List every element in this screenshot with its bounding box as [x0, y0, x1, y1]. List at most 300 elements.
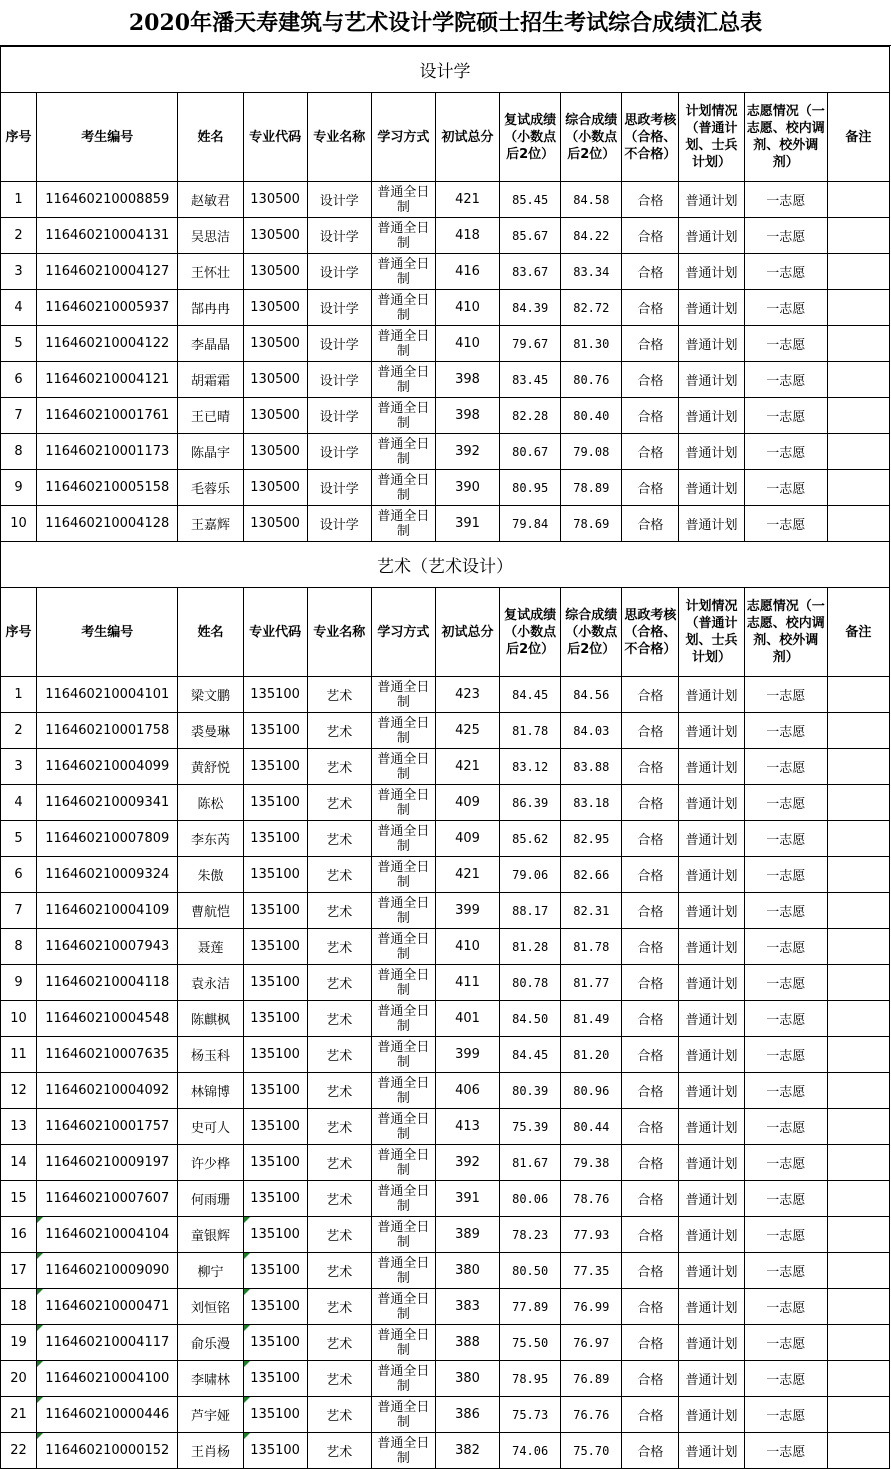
table-row: [1, 1181, 890, 1217]
column-header-retest: 复试成绩（小数点后2位）: [500, 93, 561, 182]
cell-remark: [827, 290, 889, 326]
cell-exam-id: 116460210005158: [37, 470, 178, 506]
cell-preference: 一志愿: [744, 929, 827, 965]
cell-composite-score: 83.88: [561, 749, 622, 785]
cell-study-mode: 普通全日制: [371, 893, 435, 929]
cell-political: 合格: [622, 434, 679, 470]
cell-composite-score: 84.22: [561, 218, 622, 254]
cell-study-mode: 普通全日制: [371, 713, 435, 749]
cell-major-name: 艺术: [307, 1289, 371, 1325]
cell-plan: 普通计划: [679, 1289, 744, 1325]
cell-remark: [827, 470, 889, 506]
cell-initial-total: 418: [435, 218, 499, 254]
cell-seq: 15: [1, 1181, 37, 1217]
cell-exam-id: 116460210008859: [37, 182, 178, 218]
cell-study-mode: 普通全日制: [371, 326, 435, 362]
cell-major-name: 艺术: [307, 749, 371, 785]
cell-major-code: 135100: [243, 1001, 307, 1037]
cell-plan: 普通计划: [679, 1397, 744, 1433]
cell-study-mode: 普通全日制: [371, 182, 435, 218]
table-row: [1, 182, 890, 218]
cell-initial-total: 410: [435, 929, 499, 965]
cell-plan: 普通计划: [679, 1145, 744, 1181]
cell-political: 合格: [622, 182, 679, 218]
cell-name: 林锦博: [178, 1073, 243, 1109]
cell-name: 陈晶宇: [178, 434, 243, 470]
cell-composite-score: 84.58: [561, 182, 622, 218]
cell-initial-total: 399: [435, 893, 499, 929]
cell-seq: 14: [1, 1145, 37, 1181]
cell-plan: 普通计划: [679, 1073, 744, 1109]
cell-preference: 一志愿: [744, 1109, 827, 1145]
column-header-row: [1, 93, 890, 182]
cell-remark: [827, 362, 889, 398]
cell-seq: 9: [1, 470, 37, 506]
cell-major-code: 130500: [243, 362, 307, 398]
cell-seq: 1: [1, 182, 37, 218]
cell-seq: 1: [1, 677, 37, 713]
cell-political: 合格: [622, 821, 679, 857]
cell-exam-id: 116460210009090: [37, 1253, 178, 1289]
cell-major-code: 130500: [243, 470, 307, 506]
cell-major-name: 艺术: [307, 1073, 371, 1109]
cell-preference: 一志愿: [744, 749, 827, 785]
column-header-remark: 备注: [827, 93, 889, 182]
cell-exam-id: 116460210004128: [37, 506, 178, 542]
cell-study-mode: 普通全日制: [371, 1253, 435, 1289]
cell-remark: [827, 857, 889, 893]
cell-preference: 一志愿: [744, 785, 827, 821]
cell-preference: 一志愿: [744, 1037, 827, 1073]
table-row: [1, 1253, 890, 1289]
table-row: [1, 398, 890, 434]
column-header-seq: 序号: [1, 588, 37, 677]
column-header-exam-id: 考生编号: [37, 93, 178, 182]
cell-major-name: 艺术: [307, 821, 371, 857]
cell-major-name: 艺术: [307, 1397, 371, 1433]
cell-name: 芦宇娅: [178, 1397, 243, 1433]
cell-seq: 6: [1, 362, 37, 398]
cell-plan: 普通计划: [679, 1109, 744, 1145]
cell-retest-score: 80.67: [500, 434, 561, 470]
cell-preference: 一志愿: [744, 1325, 827, 1361]
cell-plan: 普通计划: [679, 1181, 744, 1217]
cell-exam-id: 116460210004127: [37, 254, 178, 290]
table-row: [1, 326, 890, 362]
cell-major-name: 设计学: [307, 254, 371, 290]
cell-seq: 5: [1, 821, 37, 857]
cell-exam-id: 116460210007635: [37, 1037, 178, 1073]
cell-study-mode: 普通全日制: [371, 1037, 435, 1073]
cell-remark: [827, 254, 889, 290]
cell-preference: 一志愿: [744, 893, 827, 929]
score-table: [0, 46, 890, 1469]
cell-major-name: 艺术: [307, 1361, 371, 1397]
cell-major-code: 135100: [243, 1073, 307, 1109]
cell-seq: 2: [1, 713, 37, 749]
cell-political: 合格: [622, 1433, 679, 1469]
cell-seq: 13: [1, 1109, 37, 1145]
cell-major-code: 135100: [243, 785, 307, 821]
cell-name: 郜冉冉: [178, 290, 243, 326]
cell-retest-score: 80.95: [500, 470, 561, 506]
cell-exam-id: 116460210004104: [37, 1217, 178, 1253]
cell-retest-score: 83.45: [500, 362, 561, 398]
cell-retest-score: 74.06: [500, 1433, 561, 1469]
cell-plan: 普通计划: [679, 893, 744, 929]
cell-seq: 6: [1, 857, 37, 893]
cell-major-code: 135100: [243, 713, 307, 749]
cell-initial-total: 398: [435, 362, 499, 398]
cell-political: 合格: [622, 1001, 679, 1037]
cell-study-mode: 普通全日制: [371, 1433, 435, 1469]
cell-retest-score: 86.39: [500, 785, 561, 821]
cell-major-name: 艺术: [307, 893, 371, 929]
cell-plan: 普通计划: [679, 1361, 744, 1397]
cell-remark: [827, 434, 889, 470]
section-title: 设计学: [1, 47, 890, 93]
cell-major-name: 艺术: [307, 965, 371, 1001]
cell-remark: [827, 1145, 889, 1181]
cell-composite-score: 82.72: [561, 290, 622, 326]
cell-retest-score: 83.12: [500, 749, 561, 785]
cell-political: 合格: [622, 326, 679, 362]
cell-major-name: 艺术: [307, 713, 371, 749]
cell-retest-score: 80.06: [500, 1181, 561, 1217]
cell-initial-total: 392: [435, 1145, 499, 1181]
cell-remark: [827, 713, 889, 749]
cell-political: 合格: [622, 362, 679, 398]
cell-seq: 20: [1, 1361, 37, 1397]
cell-major-code: 135100: [243, 1361, 307, 1397]
cell-study-mode: 普通全日制: [371, 1001, 435, 1037]
cell-plan: 普通计划: [679, 965, 744, 1001]
cell-remark: [827, 785, 889, 821]
cell-composite-score: 77.35: [561, 1253, 622, 1289]
cell-preference: 一志愿: [744, 182, 827, 218]
cell-composite-score: 77.93: [561, 1217, 622, 1253]
cell-study-mode: 普通全日制: [371, 965, 435, 1001]
cell-preference: 一志愿: [744, 506, 827, 542]
cell-political: 合格: [622, 677, 679, 713]
cell-name: 李晶晶: [178, 326, 243, 362]
cell-remark: [827, 398, 889, 434]
cell-remark: [827, 1325, 889, 1361]
cell-preference: 一志愿: [744, 713, 827, 749]
cell-retest-score: 78.95: [500, 1361, 561, 1397]
cell-plan: 普通计划: [679, 254, 744, 290]
cell-political: 合格: [622, 1361, 679, 1397]
cell-remark: [827, 1037, 889, 1073]
cell-name: 王怀壮: [178, 254, 243, 290]
cell-name: 袁永洁: [178, 965, 243, 1001]
cell-preference: 一志愿: [744, 1253, 827, 1289]
cell-plan: 普通计划: [679, 749, 744, 785]
cell-political: 合格: [622, 893, 679, 929]
cell-name: 梁文鹏: [178, 677, 243, 713]
cell-initial-total: 406: [435, 1073, 499, 1109]
column-header-political: 思政考核（合格、不合格）: [622, 588, 679, 677]
cell-composite-score: 79.08: [561, 434, 622, 470]
cell-exam-id: 116460210004122: [37, 326, 178, 362]
cell-exam-id: 116460210001758: [37, 713, 178, 749]
cell-composite-score: 79.38: [561, 1145, 622, 1181]
cell-retest-score: 81.28: [500, 929, 561, 965]
cell-retest-score: 85.62: [500, 821, 561, 857]
cell-composite-score: 83.18: [561, 785, 622, 821]
cell-major-code: 135100: [243, 1253, 307, 1289]
cell-initial-total: 390: [435, 470, 499, 506]
cell-preference: 一志愿: [744, 290, 827, 326]
cell-preference: 一志愿: [744, 434, 827, 470]
cell-preference: 一志愿: [744, 254, 827, 290]
cell-study-mode: 普通全日制: [371, 1109, 435, 1145]
cell-political: 合格: [622, 290, 679, 326]
cell-remark: [827, 1253, 889, 1289]
table-row: [1, 893, 890, 929]
cell-seq: 4: [1, 290, 37, 326]
cell-major-name: 艺术: [307, 929, 371, 965]
cell-plan: 普通计划: [679, 506, 744, 542]
cell-initial-total: 380: [435, 1361, 499, 1397]
cell-retest-score: 75.73: [500, 1397, 561, 1433]
cell-name: 李东芮: [178, 821, 243, 857]
cell-remark: [827, 965, 889, 1001]
section-title: 艺术（艺术设计）: [1, 542, 890, 588]
table-row: [1, 857, 890, 893]
cell-exam-id: 116460210000152: [37, 1433, 178, 1469]
cell-remark: [827, 749, 889, 785]
cell-preference: 一志愿: [744, 1397, 827, 1433]
cell-preference: 一志愿: [744, 1361, 827, 1397]
cell-major-code: 130500: [243, 218, 307, 254]
cell-seq: 22: [1, 1433, 37, 1469]
cell-seq: 2: [1, 218, 37, 254]
table-row: [1, 821, 890, 857]
cell-preference: 一志愿: [744, 1433, 827, 1469]
cell-seq: 12: [1, 1073, 37, 1109]
table-row: [1, 1001, 890, 1037]
cell-major-name: 艺术: [307, 1217, 371, 1253]
table-row: [1, 290, 890, 326]
cell-seq: 8: [1, 434, 37, 470]
cell-exam-id: 116460210004101: [37, 677, 178, 713]
cell-composite-score: 81.20: [561, 1037, 622, 1073]
cell-political: 合格: [622, 1037, 679, 1073]
cell-political: 合格: [622, 1253, 679, 1289]
section-header-row: [1, 47, 890, 93]
cell-preference: 一志愿: [744, 362, 827, 398]
cell-name: 陈麒枫: [178, 1001, 243, 1037]
cell-seq: 17: [1, 1253, 37, 1289]
cell-composite-score: 78.76: [561, 1181, 622, 1217]
cell-composite-score: 81.30: [561, 326, 622, 362]
cell-political: 合格: [622, 506, 679, 542]
column-header-study-mode: 学习方式: [371, 588, 435, 677]
cell-retest-score: 81.78: [500, 713, 561, 749]
column-header-name: 姓名: [178, 93, 243, 182]
cell-political: 合格: [622, 254, 679, 290]
cell-political: 合格: [622, 857, 679, 893]
cell-major-code: 135100: [243, 1037, 307, 1073]
cell-study-mode: 普通全日制: [371, 785, 435, 821]
cell-composite-score: 82.95: [561, 821, 622, 857]
cell-major-code: 130500: [243, 290, 307, 326]
table-row: [1, 506, 890, 542]
table-row: [1, 1037, 890, 1073]
cell-exam-id: 116460210009324: [37, 857, 178, 893]
column-header-study-mode: 学习方式: [371, 93, 435, 182]
cell-plan: 普通计划: [679, 1433, 744, 1469]
cell-exam-id: 116460210009197: [37, 1145, 178, 1181]
cell-seq: 3: [1, 749, 37, 785]
cell-study-mode: 普通全日制: [371, 929, 435, 965]
cell-exam-id: 116460210004092: [37, 1073, 178, 1109]
column-header-major-code: 专业代码: [243, 588, 307, 677]
cell-exam-id: 116460210004100: [37, 1361, 178, 1397]
cell-seq: 19: [1, 1325, 37, 1361]
cell-study-mode: 普通全日制: [371, 677, 435, 713]
table-row: [1, 929, 890, 965]
cell-seq: 11: [1, 1037, 37, 1073]
cell-composite-score: 76.97: [561, 1325, 622, 1361]
cell-study-mode: 普通全日制: [371, 1145, 435, 1181]
cell-exam-id: 116460210004099: [37, 749, 178, 785]
cell-major-code: 135100: [243, 857, 307, 893]
cell-retest-score: 85.45: [500, 182, 561, 218]
column-header-major-code: 专业代码: [243, 93, 307, 182]
cell-exam-id: 116460210005937: [37, 290, 178, 326]
cell-initial-total: 421: [435, 749, 499, 785]
cell-composite-score: 82.31: [561, 893, 622, 929]
cell-major-code: 135100: [243, 1289, 307, 1325]
cell-plan: 普通计划: [679, 1253, 744, 1289]
cell-seq: 9: [1, 965, 37, 1001]
cell-exam-id: 116460210000471: [37, 1289, 178, 1325]
column-header-major-name: 专业名称: [307, 588, 371, 677]
cell-seq: 8: [1, 929, 37, 965]
cell-name: 毛蓉乐: [178, 470, 243, 506]
cell-name: 童银辉: [178, 1217, 243, 1253]
cell-seq: 10: [1, 1001, 37, 1037]
cell-remark: [827, 182, 889, 218]
cell-retest-score: 82.28: [500, 398, 561, 434]
cell-composite-score: 84.56: [561, 677, 622, 713]
cell-composite-score: 80.76: [561, 362, 622, 398]
cell-plan: 普通计划: [679, 677, 744, 713]
cell-political: 合格: [622, 1217, 679, 1253]
cell-political: 合格: [622, 749, 679, 785]
cell-exam-id: 116460210000446: [37, 1397, 178, 1433]
cell-major-code: 135100: [243, 677, 307, 713]
cell-study-mode: 普通全日制: [371, 1361, 435, 1397]
cell-remark: [827, 1181, 889, 1217]
cell-preference: 一志愿: [744, 1073, 827, 1109]
cell-study-mode: 普通全日制: [371, 749, 435, 785]
cell-retest-score: 80.39: [500, 1073, 561, 1109]
cell-plan: 普通计划: [679, 182, 744, 218]
cell-study-mode: 普通全日制: [371, 1397, 435, 1433]
cell-preference: 一志愿: [744, 470, 827, 506]
column-header-political: 思政考核（合格、不合格）: [622, 93, 679, 182]
cell-major-code: 135100: [243, 893, 307, 929]
cell-initial-total: 410: [435, 326, 499, 362]
column-header-plan: 计划情况（普通计划、士兵计划）: [679, 588, 744, 677]
cell-study-mode: 普通全日制: [371, 1325, 435, 1361]
cell-exam-id: 116460210004121: [37, 362, 178, 398]
cell-exam-id: 116460210004118: [37, 965, 178, 1001]
column-header-preference: 志愿情况（一志愿、校内调剂、校外调剂）: [744, 588, 827, 677]
cell-initial-total: 391: [435, 1181, 499, 1217]
cell-preference: 一志愿: [744, 398, 827, 434]
cell-initial-total: 401: [435, 1001, 499, 1037]
cell-major-code: 135100: [243, 1145, 307, 1181]
cell-remark: [827, 929, 889, 965]
cell-retest-score: 75.39: [500, 1109, 561, 1145]
cell-major-code: 135100: [243, 1217, 307, 1253]
cell-political: 合格: [622, 1397, 679, 1433]
table-row: [1, 677, 890, 713]
table-row: [1, 1397, 890, 1433]
cell-name: 史可人: [178, 1109, 243, 1145]
cell-name: 柳宁: [178, 1253, 243, 1289]
cell-major-code: 130500: [243, 434, 307, 470]
cell-preference: 一志愿: [744, 1145, 827, 1181]
cell-remark: [827, 1289, 889, 1325]
cell-major-code: 130500: [243, 326, 307, 362]
cell-name: 王肖杨: [178, 1433, 243, 1469]
table-row: [1, 1433, 890, 1469]
cell-major-code: 130500: [243, 506, 307, 542]
cell-major-code: 135100: [243, 1181, 307, 1217]
cell-initial-total: 411: [435, 965, 499, 1001]
cell-major-code: 130500: [243, 398, 307, 434]
cell-initial-total: 391: [435, 506, 499, 542]
cell-initial-total: 421: [435, 182, 499, 218]
cell-seq: 7: [1, 398, 37, 434]
table-row: [1, 1145, 890, 1181]
table-row: [1, 362, 890, 398]
cell-preference: 一志愿: [744, 821, 827, 857]
cell-preference: 一志愿: [744, 1181, 827, 1217]
cell-retest-score: 79.06: [500, 857, 561, 893]
cell-political: 合格: [622, 398, 679, 434]
cell-exam-id: 116460210004131: [37, 218, 178, 254]
cell-name: 吴思洁: [178, 218, 243, 254]
cell-major-code: 135100: [243, 965, 307, 1001]
cell-name: 何雨珊: [178, 1181, 243, 1217]
cell-name: 刘恒铭: [178, 1289, 243, 1325]
column-header-plan: 计划情况（普通计划、士兵计划）: [679, 93, 744, 182]
cell-political: 合格: [622, 965, 679, 1001]
column-header-initial-total: 初试总分: [435, 93, 499, 182]
cell-exam-id: 116460210004548: [37, 1001, 178, 1037]
cell-retest-score: 79.84: [500, 506, 561, 542]
cell-composite-score: 78.69: [561, 506, 622, 542]
cell-political: 合格: [622, 929, 679, 965]
cell-study-mode: 普通全日制: [371, 398, 435, 434]
cell-name: 裘曼琳: [178, 713, 243, 749]
cell-political: 合格: [622, 713, 679, 749]
cell-initial-total: 389: [435, 1217, 499, 1253]
cell-composite-score: 80.96: [561, 1073, 622, 1109]
cell-plan: 普通计划: [679, 785, 744, 821]
cell-initial-total: 383: [435, 1289, 499, 1325]
cell-retest-score: 79.67: [500, 326, 561, 362]
cell-composite-score: 81.77: [561, 965, 622, 1001]
cell-study-mode: 普通全日制: [371, 362, 435, 398]
cell-retest-score: 75.50: [500, 1325, 561, 1361]
